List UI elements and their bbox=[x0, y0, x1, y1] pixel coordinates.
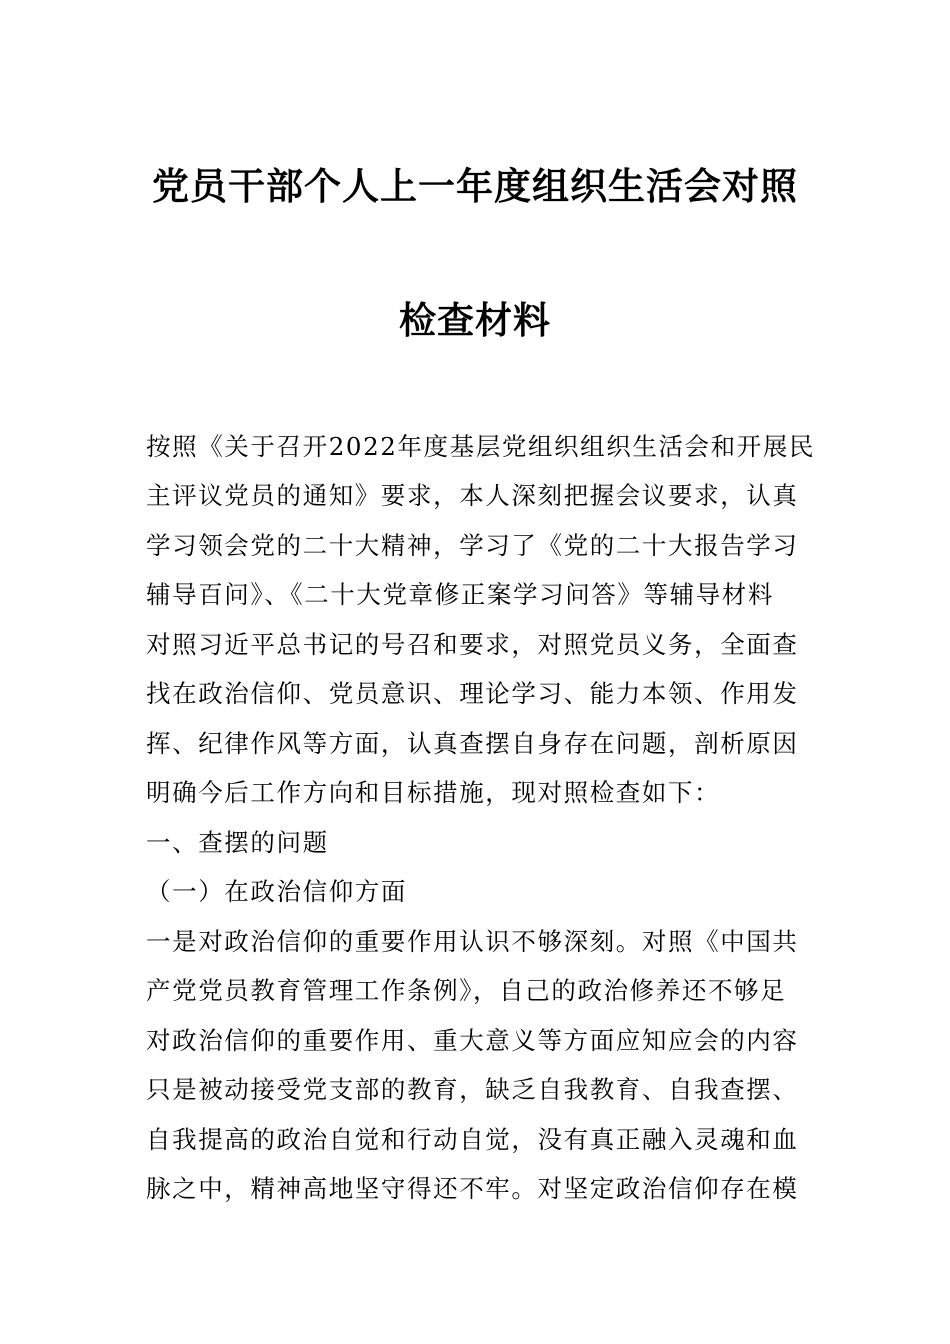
body-line: 只是被动接受党支部的教育，缺乏自我教育、自我查摆、 bbox=[146, 1075, 799, 1104]
document-title-line-1: 党员干部个人上一年度组织生活会对照 bbox=[152, 164, 798, 208]
body-line: 辅导百问》、《二十大党章修正案学习问答》等辅导材料 bbox=[146, 580, 774, 609]
body-line: 自我提高的政治自觉和行动自觉，没有真正融入灵魂和血 bbox=[146, 1125, 799, 1154]
body-line: 主评议党员的通知》要求，本人深刻把握会议要求，认真 bbox=[146, 481, 799, 510]
body-line: 挥、纪律作风等方面，认真查摆自身存在问题，剖析原因 bbox=[146, 729, 799, 758]
body-line: 一是对政治信仰的重要作用认识不够深刻。对照《中国共 bbox=[146, 927, 799, 956]
document-title-line-2: 检查材料 bbox=[399, 298, 551, 342]
body-line: 学习领会党的二十大精神，学习了《党的二十大报告学习 bbox=[146, 531, 799, 560]
section-heading: 一、查摆的问题 bbox=[146, 828, 329, 857]
body-line: 对政治信仰的重要作用、重大意义等方面应知应会的内容 bbox=[146, 1026, 799, 1055]
body-line: 对照习近平总书记的号召和要求，对照党员义务，全面查 bbox=[146, 630, 799, 659]
subsection-heading: （一）在政治信仰方面 bbox=[146, 877, 407, 906]
body-line: 产党党员教育管理工作条例》，自己的政治修养还不够足 bbox=[146, 976, 787, 1005]
body-line: 明确今后工作方向和目标措施，现对照检查如下： bbox=[146, 778, 721, 807]
body-line: 找在政治信仰、党员意识、理论学习、能力本领、作用发 bbox=[146, 679, 799, 708]
body-line: 按照《关于召开2022年度基层党组织组织生活会和开展民 bbox=[146, 432, 816, 461]
body-line: 脉之中，精神高地坚守得还不牢。对坚定政治信仰存在模 bbox=[146, 1174, 799, 1203]
